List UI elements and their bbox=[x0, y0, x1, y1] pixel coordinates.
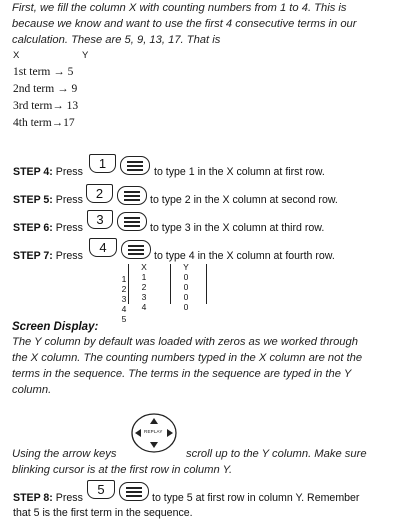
arrow-keys-pad[interactable] bbox=[130, 412, 178, 454]
para2-line-2: the X column. The counting numbers typed in the X column are not the bbox=[12, 352, 363, 364]
arrow-right-icon: → bbox=[53, 66, 65, 78]
intro-line-3: calculation. These are 5, 9, 13, 17. That is bbox=[12, 34, 221, 46]
mapping-row-1: 1st term → 5 bbox=[13, 66, 74, 78]
calculator-screen bbox=[118, 262, 210, 324]
para2-line-3: terms in the sequence. The terms in the sequence are typed in the Y bbox=[12, 368, 352, 380]
screen-row-numbers: 1 2 3 4 5 bbox=[121, 274, 127, 324]
step-6-text: to type 3 in the X column at third row. bbox=[150, 222, 325, 234]
key-5-button[interactable]: 5 bbox=[87, 480, 115, 499]
arrow-right-icon: → bbox=[57, 83, 69, 95]
intro-line-1: First, we fill the column X with counting numbers from 1 to 4. This is bbox=[12, 2, 347, 14]
key-3-button[interactable]: 3 bbox=[87, 210, 113, 229]
enter-key-icon[interactable] bbox=[117, 212, 147, 231]
arrow-right-icon: → bbox=[51, 117, 64, 129]
arrow-keys-line-2: blinking cursor is at the first row in column Y. bbox=[12, 464, 233, 476]
enter-key-icon[interactable] bbox=[121, 240, 151, 259]
arrow-right-icon: → bbox=[52, 100, 64, 112]
para2-line-4: column. bbox=[12, 384, 52, 396]
key-4-button[interactable]: 4 bbox=[89, 238, 117, 257]
mapping-row-2: 2nd term → 9 bbox=[13, 83, 78, 95]
screen-divider bbox=[128, 264, 129, 304]
step-7-prefix: STEP 7: Press bbox=[13, 250, 83, 262]
screen-y-column: Y 0 0 0 0 bbox=[183, 262, 189, 312]
step-8-text: to type 5 at first row in column Y. Remember bbox=[152, 492, 360, 504]
screen-divider bbox=[170, 264, 171, 304]
step-8-prefix: STEP 8: Press bbox=[13, 492, 83, 504]
screen-display-label: Screen Display: bbox=[12, 321, 99, 333]
enter-key-icon[interactable] bbox=[119, 482, 149, 501]
arrow-keys-text-left: Using the arrow keys bbox=[12, 448, 117, 460]
mapping-y-header: Y bbox=[82, 50, 89, 61]
step-7-text: to type 4 in the X column at fourth row. bbox=[154, 250, 335, 262]
key-2-button[interactable]: 2 bbox=[86, 184, 113, 203]
mapping-row-4: 4th term→17 bbox=[13, 117, 75, 129]
key-1-button[interactable]: 1 bbox=[89, 154, 116, 173]
step-4-text: to type 1 in the X column at first row. bbox=[154, 166, 325, 178]
arrow-keys-text-right: scroll up to the Y column. Make sure bbox=[186, 448, 367, 460]
step-5-text: to type 2 in the X column at second row. bbox=[150, 194, 338, 206]
step-8-line-2: that 5 is the first term in the sequence. bbox=[13, 507, 193, 519]
para2-line-1: The Y column by default was loaded with zeros as we worked through bbox=[12, 336, 358, 348]
intro-line-2: because we know and want to use the first 4 consecutive terms in our bbox=[12, 18, 357, 30]
replay-label: REPLAY bbox=[144, 429, 163, 434]
mapping-x-header: X bbox=[13, 50, 20, 61]
mapping-row-3: 3rd term→ 13 bbox=[13, 100, 79, 112]
step-4-prefix: STEP 4: Press bbox=[13, 166, 83, 178]
step-5-prefix: STEP 5: Press bbox=[13, 194, 83, 206]
enter-key-icon[interactable] bbox=[120, 156, 150, 175]
step-6-prefix: STEP 6: Press bbox=[13, 222, 83, 234]
enter-key-icon[interactable] bbox=[117, 186, 147, 205]
screen-divider bbox=[206, 264, 207, 304]
screen-x-column: X 1 2 3 4 bbox=[141, 262, 147, 312]
